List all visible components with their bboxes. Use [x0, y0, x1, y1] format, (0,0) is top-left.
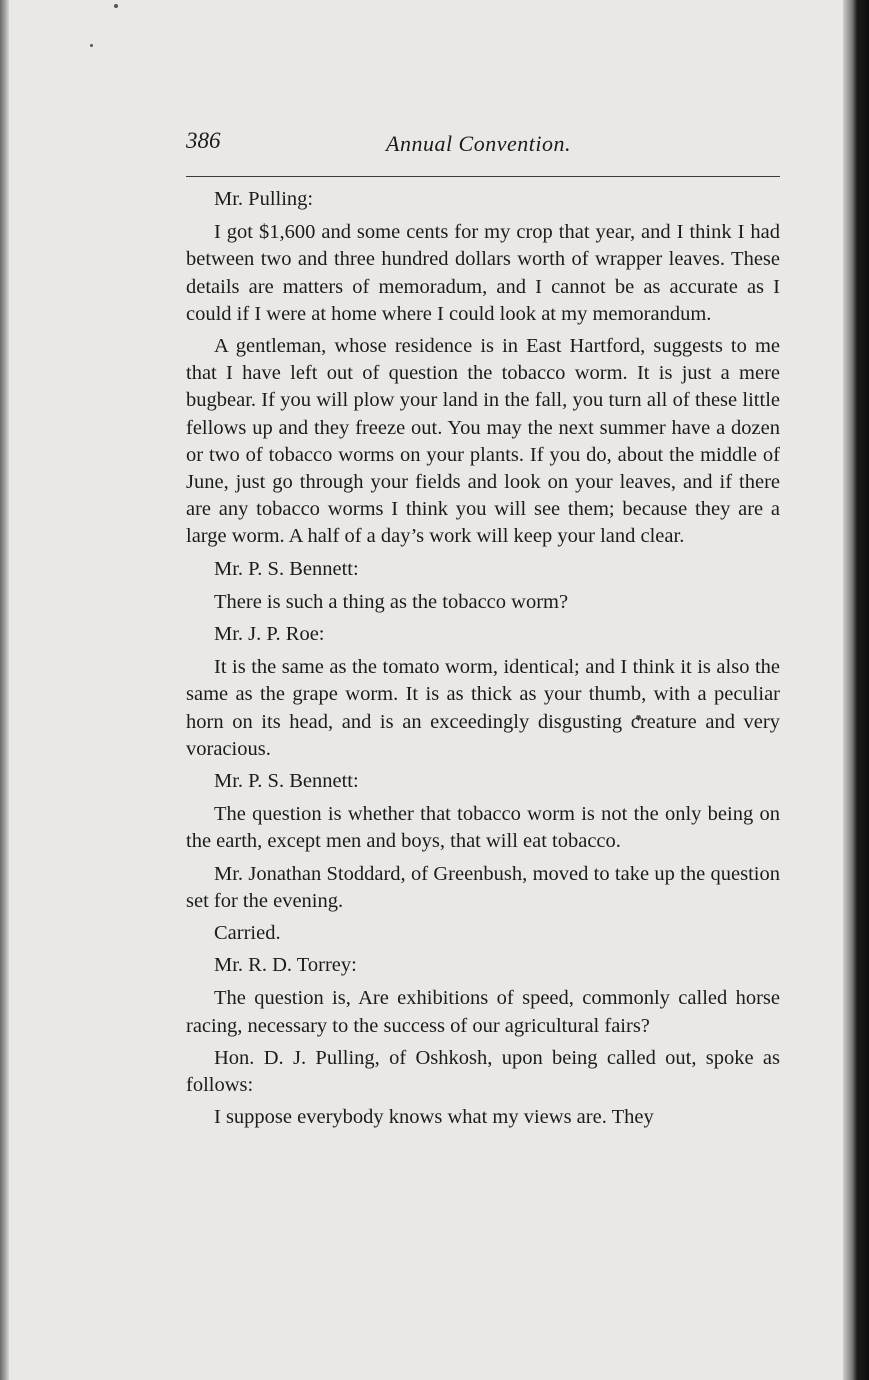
- body-paragraph: I got $1,600 and some cents for my crop that year, and I think I had between two and three hundred dollars worth of wrapper leaves. These details are matters of memoradum, and I cannot be as accurate as I could if I were at home where I could look at my memorandum.: [186, 221, 780, 325]
- header-rule: [186, 176, 780, 177]
- body-paragraph: It is the same as the tomato worm, identical; and I think it is also the same as the grape worm. It is as thick as your thumb, with a peculiar horn on its head, and is an exceedingly disgusting creature and very voracious.: [186, 656, 780, 760]
- body-paragraph: Mr. Jonathan Stoddard, of Greenbush, moved to take up the question set for the evening.: [186, 862, 780, 912]
- body-paragraph: Carried.: [214, 922, 281, 945]
- body-paragraph: The question is, Are exhibitions of speed, commonly called horse racing, necessary to the success of our agricultural fairs?: [186, 987, 780, 1037]
- body-paragraph: The question is whether that tobacco worm is not the only being on the earth, except men and boys, that will eat tobacco.: [186, 803, 780, 853]
- scan-right-edge: [843, 0, 869, 1380]
- speaker-label: Mr. J. P. Roe:: [214, 623, 325, 646]
- speaker-label: Mr. P. S. Bennett:: [214, 770, 359, 793]
- body-paragraph: Hon. D. J. Pulling, of Oshkosh, upon being called out, spoke as follows:: [186, 1046, 780, 1097]
- speaker-label: Mr. P. S. Bennett:: [214, 557, 359, 580]
- page-number: 386: [186, 128, 221, 153]
- scan-left-edge: [0, 0, 9, 1380]
- speaker-label: Mr. Pulling:: [214, 188, 314, 210]
- page-body: [186, 186, 780, 1137]
- scan-speck: [114, 4, 118, 8]
- body-paragraph: There is such a thing as the tobacco worm?: [214, 590, 569, 613]
- body-paragraph: I suppose everybody knows what my views are. They: [214, 1106, 654, 1129]
- speaker-label: Mr. R. D. Torrey:: [214, 954, 357, 977]
- body-paragraph: A gentleman, whose residence is in East Hartford, suggests to me that I have left out of question the tobacco worm. It is just a mere bugbear. If you will plow your land in the fall, you turn all of these little fellows up and they freeze out. You may the next summer have a dozen or two of tobacco worms on your plants. If you do, about the middle of June, just go through your fields and look on your leaves, and if there are any tobacco worms I think you will see them; because they are a large worm. A half of a day’s work will keep your land clear.: [186, 335, 780, 548]
- running-title: Annual Convention.: [386, 131, 571, 156]
- scan-speck: [90, 44, 93, 47]
